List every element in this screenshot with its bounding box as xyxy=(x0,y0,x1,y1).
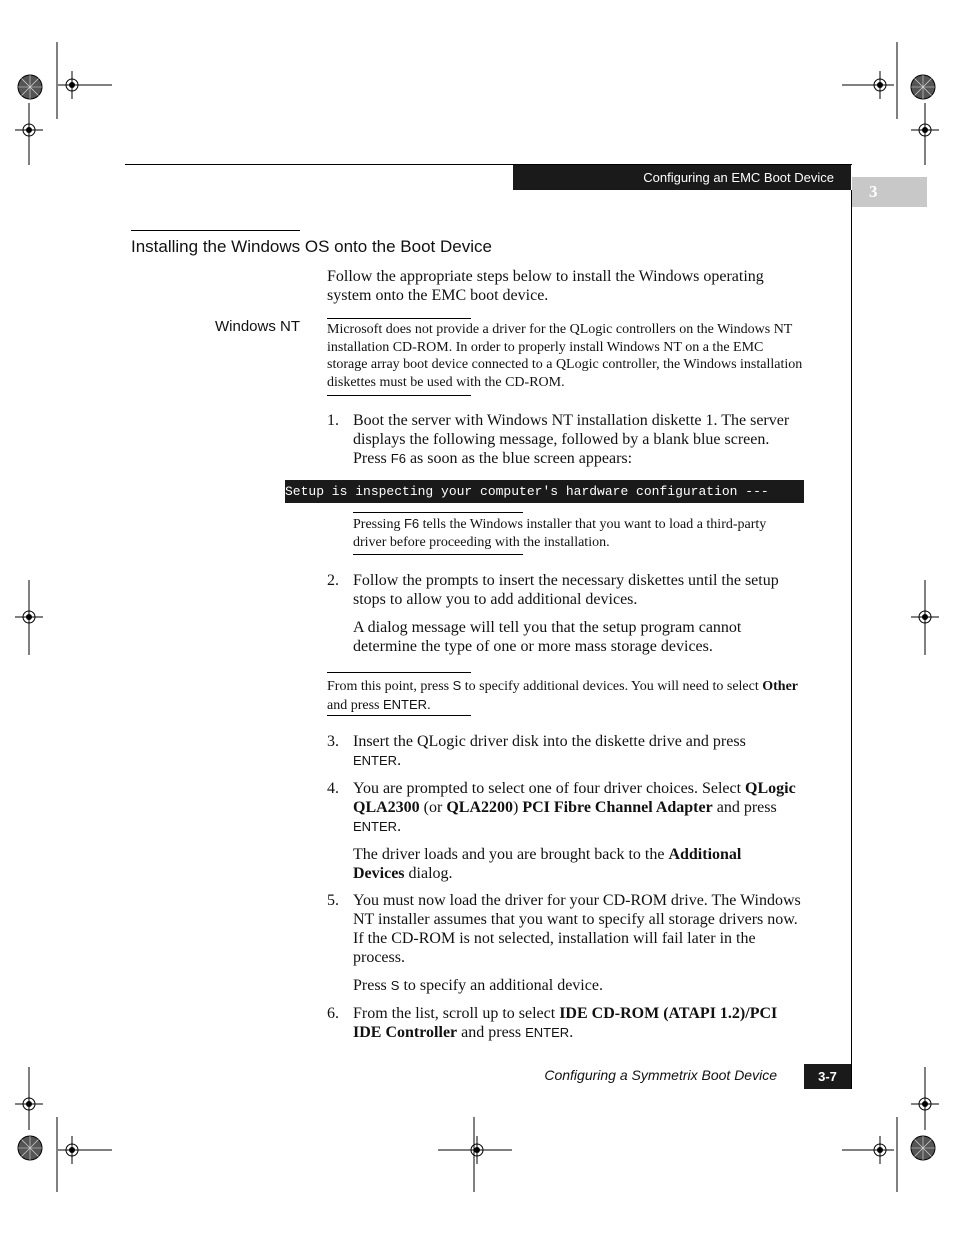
note-rule-top xyxy=(327,318,471,319)
running-footer: Configuring a Symmetrix Boot Device xyxy=(544,1067,777,1083)
chapter-tab: 3 xyxy=(852,177,927,207)
step-2-followup: A dialog message will tell you that the setup program cannot determine the type of one or more mass storage devices. xyxy=(353,619,742,655)
note-qlogic-driver: Microsoft does not provide a driver for the QLogic controllers on the Windows NT installation CD-ROM. In order to properly install Windows NT on a the EMC storage array boot device connected to a QLogic controller, the Windows installation diskettes must be used with the CD-ROM. xyxy=(327,322,803,390)
step-number: 3. xyxy=(327,733,339,750)
running-header: Configuring an EMC Boot Device xyxy=(513,165,851,190)
step-4-followup: The driver loads and you are brought back to the Additional Devices dialog. xyxy=(353,846,742,882)
step-number: 1. xyxy=(327,412,339,429)
heading-rule xyxy=(131,230,300,231)
key-f6: F6 xyxy=(390,451,406,466)
right-margin-rule xyxy=(851,190,852,1089)
step-number: 6. xyxy=(327,1005,339,1022)
note-rule-bottom xyxy=(327,715,471,716)
note-press-s: From this point, press S to specify additional devices. You will need to select Other and press ENTER. xyxy=(327,678,799,713)
step-number: 2. xyxy=(327,572,339,589)
section-heading: Installing the Windows OS onto the Boot Device xyxy=(131,237,492,256)
note-rule-top xyxy=(353,512,523,513)
step-number: 4. xyxy=(327,780,339,797)
step-number: 5. xyxy=(327,892,339,909)
step-5-text: You must now load the driver for your CD-ROM drive. The Windows NT installer assumes that you want to specify all storage drivers now. If the CD-ROM is not selected, installation will fail later in the process. xyxy=(353,892,801,966)
page-number: 3-7 xyxy=(804,1064,851,1089)
step-6-text: From the list, scroll up to select IDE CD-ROM (ATAPI 1.2)/PCI IDE Controller and press ENTER. xyxy=(353,1005,778,1041)
note-f6: Pressing F6 tells the Windows installer that you want to load a third-party driver before proceeding with the installation. xyxy=(353,516,767,550)
step-1-text: Boot the server with Windows NT installation diskette 1. The server displays the following message, followed by a blank blue screen. Press F6 as soon as the blue screen appears: xyxy=(353,412,790,467)
step-5-followup: Press S to specify an additional device. xyxy=(353,977,603,994)
intro-paragraph: Follow the appropriate steps below to install the Windows operating system onto the EMC boot device. xyxy=(327,268,764,304)
note-rule-bottom xyxy=(327,395,471,396)
note-rule-top xyxy=(327,672,471,673)
windows-nt-heading: Windows NT xyxy=(214,318,300,335)
note-rule-bottom xyxy=(353,554,523,555)
step-4-text: You are prompted to select one of four driver choices. Select QLogic QLA2300 (or QLA2200) PCI Fibre Channel Adapter and press ENTER. xyxy=(353,780,796,835)
step-3-text: Insert the QLogic driver disk into the diskette drive and press ENTER. xyxy=(353,733,746,769)
step-2-text: Follow the prompts to insert the necessary diskettes until the setup stops to allow you to add additional devices. xyxy=(353,572,779,608)
setup-message-code: Setup is inspecting your computer's hardware configuration --- xyxy=(285,480,804,503)
